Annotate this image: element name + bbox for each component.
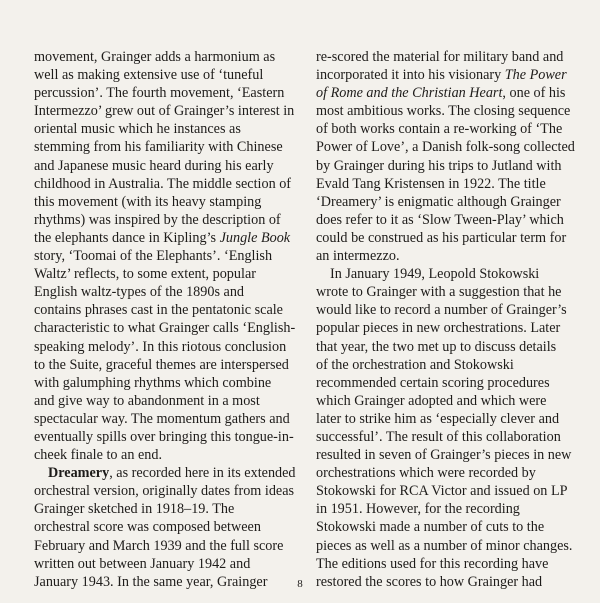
text-line: with galumphing rhythms which combine <box>34 374 272 391</box>
text-line: popular pieces in new orchestrations. Later <box>316 320 561 337</box>
text-line: cheek finale to an end. <box>34 447 163 464</box>
dreamery-heading: Dreamery <box>48 465 110 482</box>
text-line: percussion’. The fourth movement, ‘Eastern <box>34 85 285 102</box>
text-line-with-title <box>316 66 568 84</box>
text-line: movement, Grainger adds a harmonium as <box>34 49 276 65</box>
text-line: does refer to it as ‘Slow Tween-Play’ which <box>316 211 564 228</box>
text-line: story, ‘Toomai of the Elephants’. ‘English <box>34 248 273 265</box>
text-line: orchestral score was composed between <box>34 519 261 536</box>
text-line: ‘Dreamery’ is enigmatic although Grainger <box>316 193 561 210</box>
text-line: rhythms) was inspired by the description of <box>34 211 281 228</box>
text-line: written out between January 1942 and <box>34 555 251 572</box>
text-line: Waltz’ reflects, to some extent, popular <box>34 266 256 283</box>
text-line: Stokowski for RCA Victor and issued on LP <box>316 483 568 500</box>
text-segment: , one of his <box>502 85 566 102</box>
text-line: recommended certain scoring procedures <box>316 374 550 391</box>
text-line: orchestral version, originally dates from ideas <box>34 483 295 500</box>
text-line: by Grainger during his trips to Jutland with <box>316 157 562 174</box>
text-line-with-heading <box>34 464 296 482</box>
power-of-rome-title-part2: of Rome and the Christian Heart <box>316 85 503 102</box>
text-line: speaking melody’. In this riotous conclusion <box>34 338 287 355</box>
text-line: this movement (with its heavy stamping <box>34 193 262 210</box>
text-segment: , as recorded here in its extended <box>109 465 296 482</box>
text-line: January 1943. In the same year, Grainger <box>34 573 268 590</box>
text-line: restored the scores to how Grainger had <box>316 573 543 590</box>
text-line: Intermezzo’ grew out of Grainger’s interest in <box>34 103 295 120</box>
text-line: pieces as well as a number of minor changes. <box>316 537 573 554</box>
text-line-with-title <box>34 229 291 247</box>
text-line: In January 1949, Leopold Stokowski <box>330 266 540 283</box>
text-line: Grainger sketched in 1918–19. The <box>34 501 235 518</box>
text-line: could be construed as his particular term for <box>316 229 567 246</box>
jungle-book-title: Jungle Book <box>219 229 291 246</box>
text-line: an intermezzo. <box>316 248 400 265</box>
text-line: Stokowski made a number of cuts to the <box>316 519 545 536</box>
right-column <box>316 48 575 591</box>
left-column <box>34 48 296 591</box>
text-line: in 1951. However, for the recording <box>316 501 520 518</box>
text-line: and give way to abandonment in a most <box>34 392 260 409</box>
text-line: would like to record a number of Grainger’s <box>316 302 567 319</box>
page-number: 8 <box>297 578 303 590</box>
text-line: that year, the two met up to discuss details <box>316 338 557 355</box>
text-line: orchestrations which were recorded by <box>316 465 536 482</box>
text-line: re-scored the material for military band and <box>316 49 564 65</box>
text-line: to the Suite, graceful themes are interspersed <box>34 356 289 373</box>
text-line: stemming from his familiarity with Chinese <box>34 139 283 156</box>
text-line: eventually spills over bringing this tongue-in- <box>34 428 294 445</box>
text-line: Evald Tang Kristensen in 1922. The title <box>316 175 546 192</box>
text-line: Power of Love’, a Danish folk-song collected <box>316 139 575 156</box>
text-line: The editions used for this recording have <box>316 555 549 572</box>
text-line: well as making extensive use of ‘tuneful <box>34 67 264 84</box>
text-line: February and March 1939 and the full score <box>34 537 284 554</box>
text-line: which Grainger adopted and which were <box>316 392 547 409</box>
text-line: oriental music which he instances as <box>34 121 241 138</box>
text-segment: the elephants dance in Kipling’s <box>34 229 220 246</box>
text-line: most ambitious works. The closing sequence <box>316 103 571 120</box>
power-of-rome-title-part1: The Power <box>504 67 567 84</box>
text-line: resulted in seven of Grainger’s pieces in new <box>316 447 572 464</box>
text-line: wrote to Grainger with a suggestion that he <box>316 284 562 301</box>
text-line-with-title <box>316 84 568 102</box>
text-line: later to strike him as ‘especially clever and <box>316 410 560 427</box>
text-line: English waltz-types of the 1890s and <box>34 284 245 301</box>
text-line: childhood in Australia. The middle section of <box>34 175 292 192</box>
text-line: successful’. The result of this collaboration <box>316 428 561 445</box>
text-line: of both works contain a re-working of ‘The <box>316 121 563 138</box>
text-line: spectacular way. The momentum gathers and <box>34 410 290 427</box>
text-segment: incorporated it into his visionary <box>316 67 505 84</box>
text-line: and Japanese music heard during his early <box>34 157 274 174</box>
text-line: contains phrases cast in the pentatonic scale <box>34 302 283 319</box>
text-line: characteristic to what Grainger calls ‘English- <box>34 320 296 337</box>
text-line: of the orchestration and Stokowski <box>316 356 514 373</box>
